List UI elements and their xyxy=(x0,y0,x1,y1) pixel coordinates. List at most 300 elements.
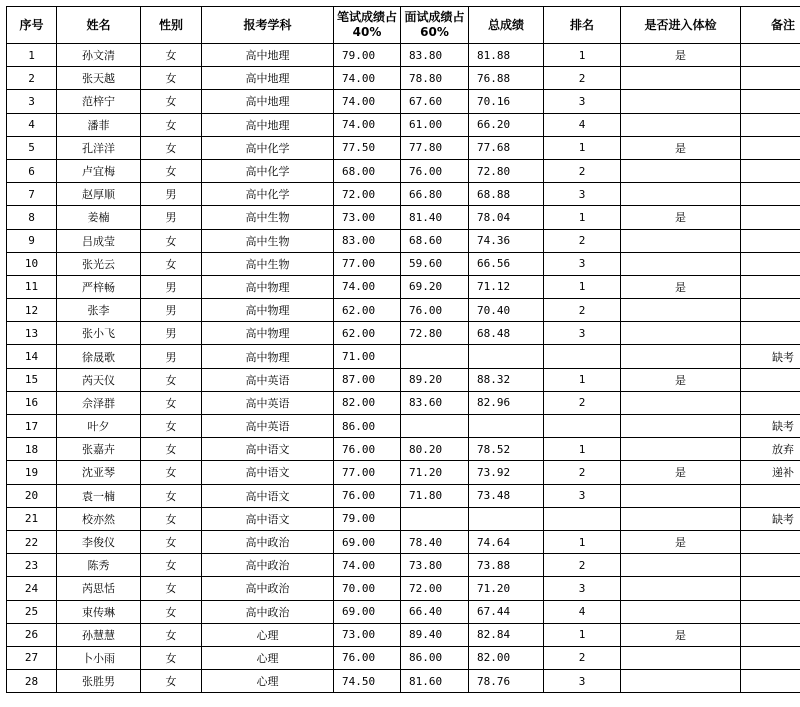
cell-physical-exam xyxy=(621,299,741,322)
cell-interview-score: 66.80 xyxy=(401,183,469,206)
cell-seq: 6 xyxy=(7,159,57,182)
cell-rank: 2 xyxy=(544,159,621,182)
header-row xyxy=(7,7,800,44)
cell-total-score: 82.96 xyxy=(469,391,544,414)
cell-subject: 心理 xyxy=(202,670,334,693)
cell-physical-exam xyxy=(621,345,741,368)
cell-total-score: 70.40 xyxy=(469,299,544,322)
cell-written-score: 74.00 xyxy=(334,554,401,577)
cell-seq: 12 xyxy=(7,299,57,322)
cell-interview-score: 78.40 xyxy=(401,530,469,553)
cell-gender: 男 xyxy=(141,299,202,322)
cell-physical-exam: 是 xyxy=(621,530,741,553)
table-body xyxy=(7,44,800,693)
cell-physical-exam: 是 xyxy=(621,44,741,67)
cell-subject: 高中英语 xyxy=(202,391,334,414)
table-row xyxy=(7,415,800,438)
cell-gender: 女 xyxy=(141,600,202,623)
cell-physical-exam xyxy=(621,484,741,507)
cell-remark xyxy=(741,229,800,252)
cell-subject: 高中政治 xyxy=(202,530,334,553)
cell-physical-exam: 是 xyxy=(621,275,741,298)
cell-total-score xyxy=(469,507,544,530)
header-name: 姓名 xyxy=(57,7,141,44)
cell-name: 张光云 xyxy=(57,252,141,275)
cell-remark xyxy=(741,90,800,113)
cell-physical-exam xyxy=(621,229,741,252)
cell-remark: 递补 xyxy=(741,461,800,484)
table-row xyxy=(7,623,800,646)
cell-remark xyxy=(741,322,800,345)
cell-name: 沈亚琴 xyxy=(57,461,141,484)
cell-written-score: 62.00 xyxy=(334,322,401,345)
cell-rank: 2 xyxy=(544,299,621,322)
cell-seq: 5 xyxy=(7,136,57,159)
cell-interview-score: 83.80 xyxy=(401,44,469,67)
cell-written-score: 69.00 xyxy=(334,530,401,553)
cell-written-score: 74.00 xyxy=(334,113,401,136)
table-row xyxy=(7,67,800,90)
cell-total-score: 68.88 xyxy=(469,183,544,206)
cell-total-score: 67.44 xyxy=(469,600,544,623)
cell-rank xyxy=(544,507,621,530)
cell-gender: 女 xyxy=(141,438,202,461)
cell-physical-exam xyxy=(621,646,741,669)
cell-name: 孙文清 xyxy=(57,44,141,67)
cell-subject: 高中地理 xyxy=(202,44,334,67)
cell-rank xyxy=(544,345,621,368)
header-gender: 性别 xyxy=(141,7,202,44)
cell-name: 校亦然 xyxy=(57,507,141,530)
cell-interview-score: 81.40 xyxy=(401,206,469,229)
cell-written-score: 69.00 xyxy=(334,600,401,623)
cell-seq: 2 xyxy=(7,67,57,90)
cell-seq: 27 xyxy=(7,646,57,669)
cell-gender: 女 xyxy=(141,229,202,252)
cell-seq: 25 xyxy=(7,600,57,623)
cell-gender: 女 xyxy=(141,577,202,600)
cell-physical-exam: 是 xyxy=(621,368,741,391)
cell-interview-score: 67.60 xyxy=(401,90,469,113)
cell-seq: 16 xyxy=(7,391,57,414)
cell-subject: 心理 xyxy=(202,623,334,646)
cell-gender: 女 xyxy=(141,623,202,646)
cell-interview-score xyxy=(401,507,469,530)
cell-remark: 缺考 xyxy=(741,415,800,438)
cell-rank: 2 xyxy=(544,646,621,669)
cell-written-score: 70.00 xyxy=(334,577,401,600)
cell-remark xyxy=(741,670,800,693)
cell-subject: 高中语文 xyxy=(202,484,334,507)
table-row xyxy=(7,136,800,159)
table-row xyxy=(7,322,800,345)
cell-subject: 高中物理 xyxy=(202,299,334,322)
cell-physical-exam xyxy=(621,554,741,577)
table-row xyxy=(7,507,800,530)
cell-rank: 1 xyxy=(544,623,621,646)
cell-subject: 高中语文 xyxy=(202,438,334,461)
cell-written-score: 76.00 xyxy=(334,646,401,669)
cell-written-score: 83.00 xyxy=(334,229,401,252)
cell-name: 张胜男 xyxy=(57,670,141,693)
table-row xyxy=(7,252,800,275)
cell-interview-score: 73.80 xyxy=(401,554,469,577)
cell-remark xyxy=(741,275,800,298)
cell-remark xyxy=(741,554,800,577)
cell-remark xyxy=(741,67,800,90)
cell-name: 张嘉卉 xyxy=(57,438,141,461)
cell-gender: 女 xyxy=(141,646,202,669)
table-row xyxy=(7,299,800,322)
cell-subject: 高中英语 xyxy=(202,415,334,438)
cell-gender: 女 xyxy=(141,136,202,159)
cell-rank: 2 xyxy=(544,229,621,252)
table-row xyxy=(7,670,800,693)
cell-name: 姜楠 xyxy=(57,206,141,229)
cell-seq: 22 xyxy=(7,530,57,553)
cell-interview-score xyxy=(401,345,469,368)
table-row xyxy=(7,183,800,206)
cell-name: 张李 xyxy=(57,299,141,322)
cell-seq: 4 xyxy=(7,113,57,136)
cell-remark xyxy=(741,391,800,414)
cell-rank: 1 xyxy=(544,438,621,461)
cell-written-score: 73.00 xyxy=(334,623,401,646)
cell-rank: 3 xyxy=(544,322,621,345)
cell-remark xyxy=(741,484,800,507)
cell-remark xyxy=(741,136,800,159)
cell-physical-exam: 是 xyxy=(621,206,741,229)
cell-remark xyxy=(741,368,800,391)
cell-remark xyxy=(741,206,800,229)
cell-gender: 女 xyxy=(141,67,202,90)
cell-gender: 女 xyxy=(141,391,202,414)
cell-written-score: 74.00 xyxy=(334,275,401,298)
cell-physical-exam xyxy=(621,322,741,345)
cell-seq: 10 xyxy=(7,252,57,275)
cell-gender: 女 xyxy=(141,252,202,275)
cell-subject: 高中物理 xyxy=(202,275,334,298)
cell-subject: 高中政治 xyxy=(202,600,334,623)
cell-rank: 4 xyxy=(544,113,621,136)
cell-gender: 男 xyxy=(141,345,202,368)
cell-gender: 男 xyxy=(141,206,202,229)
cell-written-score: 74.00 xyxy=(334,90,401,113)
cell-remark xyxy=(741,183,800,206)
cell-seq: 13 xyxy=(7,322,57,345)
cell-rank: 3 xyxy=(544,670,621,693)
cell-physical-exam xyxy=(621,577,741,600)
cell-physical-exam xyxy=(621,183,741,206)
cell-written-score: 76.00 xyxy=(334,484,401,507)
cell-total-score: 81.88 xyxy=(469,44,544,67)
cell-seq: 21 xyxy=(7,507,57,530)
table-row xyxy=(7,345,800,368)
cell-seq: 15 xyxy=(7,368,57,391)
cell-total-score: 71.12 xyxy=(469,275,544,298)
cell-total-score: 78.76 xyxy=(469,670,544,693)
cell-written-score: 73.00 xyxy=(334,206,401,229)
cell-gender: 女 xyxy=(141,415,202,438)
cell-written-score: 68.00 xyxy=(334,159,401,182)
cell-seq: 26 xyxy=(7,623,57,646)
cell-rank: 1 xyxy=(544,275,621,298)
cell-name: 李俊仪 xyxy=(57,530,141,553)
table-row xyxy=(7,438,800,461)
cell-rank: 2 xyxy=(544,554,621,577)
cell-name: 芮思恬 xyxy=(57,577,141,600)
cell-interview-score: 72.80 xyxy=(401,322,469,345)
cell-physical-exam xyxy=(621,438,741,461)
cell-rank: 1 xyxy=(544,206,621,229)
cell-written-score: 71.00 xyxy=(334,345,401,368)
results-table xyxy=(6,6,800,693)
cell-name: 赵厚顺 xyxy=(57,183,141,206)
cell-written-score: 77.50 xyxy=(334,136,401,159)
cell-name: 张天越 xyxy=(57,67,141,90)
cell-gender: 女 xyxy=(141,44,202,67)
cell-written-score: 74.50 xyxy=(334,670,401,693)
cell-seq: 19 xyxy=(7,461,57,484)
table-row xyxy=(7,90,800,113)
cell-subject: 高中语文 xyxy=(202,507,334,530)
cell-rank: 1 xyxy=(544,530,621,553)
cell-seq: 17 xyxy=(7,415,57,438)
cell-rank: 3 xyxy=(544,90,621,113)
cell-rank: 4 xyxy=(544,600,621,623)
cell-gender: 男 xyxy=(141,322,202,345)
cell-name: 潘菲 xyxy=(57,113,141,136)
cell-total-score: 73.48 xyxy=(469,484,544,507)
cell-physical-exam xyxy=(621,90,741,113)
results-document xyxy=(6,6,800,693)
cell-physical-exam: 是 xyxy=(621,136,741,159)
cell-interview-score: 83.60 xyxy=(401,391,469,414)
cell-name: 卜小雨 xyxy=(57,646,141,669)
cell-subject: 高中政治 xyxy=(202,554,334,577)
cell-seq: 8 xyxy=(7,206,57,229)
cell-total-score: 74.64 xyxy=(469,530,544,553)
cell-rank: 3 xyxy=(544,183,621,206)
cell-remark xyxy=(741,299,800,322)
header-seq: 序号 xyxy=(7,7,57,44)
cell-physical-exam: 是 xyxy=(621,623,741,646)
cell-gender: 女 xyxy=(141,670,202,693)
cell-interview-score: 68.60 xyxy=(401,229,469,252)
cell-subject: 高中语文 xyxy=(202,461,334,484)
cell-remark: 放弃 xyxy=(741,438,800,461)
cell-interview-score: 61.00 xyxy=(401,113,469,136)
cell-subject: 高中生物 xyxy=(202,252,334,275)
cell-name: 叶夕 xyxy=(57,415,141,438)
cell-physical-exam xyxy=(621,159,741,182)
cell-subject: 高中化学 xyxy=(202,183,334,206)
table-row xyxy=(7,577,800,600)
cell-rank: 2 xyxy=(544,67,621,90)
cell-total-score: 82.84 xyxy=(469,623,544,646)
cell-total-score: 70.16 xyxy=(469,90,544,113)
table-row xyxy=(7,461,800,484)
cell-rank xyxy=(544,415,621,438)
cell-rank: 3 xyxy=(544,252,621,275)
cell-seq: 9 xyxy=(7,229,57,252)
cell-gender: 女 xyxy=(141,159,202,182)
cell-interview-score: 81.60 xyxy=(401,670,469,693)
cell-interview-score: 66.40 xyxy=(401,600,469,623)
cell-written-score: 86.00 xyxy=(334,415,401,438)
cell-subject: 心理 xyxy=(202,646,334,669)
cell-remark: 缺考 xyxy=(741,345,800,368)
header-subject: 报考学科 xyxy=(202,7,334,44)
cell-written-score: 79.00 xyxy=(334,44,401,67)
cell-seq: 7 xyxy=(7,183,57,206)
cell-total-score: 88.32 xyxy=(469,368,544,391)
cell-seq: 18 xyxy=(7,438,57,461)
cell-interview-score: 76.00 xyxy=(401,299,469,322)
cell-total-score: 68.48 xyxy=(469,322,544,345)
cell-seq: 23 xyxy=(7,554,57,577)
cell-rank: 1 xyxy=(544,368,621,391)
cell-seq: 1 xyxy=(7,44,57,67)
cell-seq: 11 xyxy=(7,275,57,298)
cell-interview-score: 71.80 xyxy=(401,484,469,507)
cell-total-score: 73.88 xyxy=(469,554,544,577)
cell-gender: 女 xyxy=(141,507,202,530)
cell-interview-score: 86.00 xyxy=(401,646,469,669)
cell-name: 范梓宁 xyxy=(57,90,141,113)
table-row xyxy=(7,368,800,391)
cell-name: 严梓畅 xyxy=(57,275,141,298)
cell-subject: 高中地理 xyxy=(202,67,334,90)
cell-seq: 20 xyxy=(7,484,57,507)
cell-remark xyxy=(741,577,800,600)
cell-name: 孔洋洋 xyxy=(57,136,141,159)
cell-physical-exam xyxy=(621,391,741,414)
header-total-score: 总成绩 xyxy=(469,7,544,44)
cell-remark xyxy=(741,600,800,623)
cell-physical-exam xyxy=(621,67,741,90)
cell-written-score: 72.00 xyxy=(334,183,401,206)
cell-physical-exam xyxy=(621,600,741,623)
cell-gender: 男 xyxy=(141,183,202,206)
cell-rank: 3 xyxy=(544,484,621,507)
table-row xyxy=(7,113,800,136)
table-row xyxy=(7,44,800,67)
cell-physical-exam xyxy=(621,415,741,438)
cell-subject: 高中化学 xyxy=(202,136,334,159)
cell-gender: 女 xyxy=(141,113,202,136)
cell-physical-exam xyxy=(621,670,741,693)
table-row xyxy=(7,275,800,298)
table-row xyxy=(7,554,800,577)
cell-total-score: 76.88 xyxy=(469,67,544,90)
cell-remark xyxy=(741,530,800,553)
cell-subject: 高中化学 xyxy=(202,159,334,182)
cell-written-score: 79.00 xyxy=(334,507,401,530)
cell-total-score xyxy=(469,345,544,368)
table-row xyxy=(7,530,800,553)
cell-seq: 24 xyxy=(7,577,57,600)
cell-subject: 高中英语 xyxy=(202,368,334,391)
cell-written-score: 77.00 xyxy=(334,252,401,275)
cell-name: 袁一楠 xyxy=(57,484,141,507)
cell-rank: 2 xyxy=(544,391,621,414)
cell-interview-score: 89.40 xyxy=(401,623,469,646)
cell-remark: 缺考 xyxy=(741,507,800,530)
cell-name: 孙慧慧 xyxy=(57,623,141,646)
cell-name: 徐晟歌 xyxy=(57,345,141,368)
cell-written-score: 62.00 xyxy=(334,299,401,322)
cell-total-score: 66.20 xyxy=(469,113,544,136)
cell-interview-score: 77.80 xyxy=(401,136,469,159)
cell-written-score: 74.00 xyxy=(334,67,401,90)
cell-rank: 1 xyxy=(544,44,621,67)
cell-seq: 28 xyxy=(7,670,57,693)
cell-subject: 高中物理 xyxy=(202,345,334,368)
cell-total-score xyxy=(469,415,544,438)
cell-interview-score: 89.20 xyxy=(401,368,469,391)
cell-name: 吕成莹 xyxy=(57,229,141,252)
cell-total-score: 74.36 xyxy=(469,229,544,252)
cell-remark xyxy=(741,646,800,669)
cell-rank: 1 xyxy=(544,136,621,159)
header-physical-exam: 是否进入体检 xyxy=(621,7,741,44)
cell-subject: 高中地理 xyxy=(202,90,334,113)
cell-remark xyxy=(741,44,800,67)
cell-written-score: 82.00 xyxy=(334,391,401,414)
table-row xyxy=(7,159,800,182)
table-row xyxy=(7,484,800,507)
cell-total-score: 78.04 xyxy=(469,206,544,229)
header-remark: 备注 xyxy=(741,7,800,44)
cell-remark xyxy=(741,159,800,182)
cell-seq: 3 xyxy=(7,90,57,113)
cell-interview-score: 59.60 xyxy=(401,252,469,275)
cell-name: 陈秀 xyxy=(57,554,141,577)
cell-subject: 高中政治 xyxy=(202,577,334,600)
cell-gender: 女 xyxy=(141,90,202,113)
cell-name: 卢宜梅 xyxy=(57,159,141,182)
cell-rank: 2 xyxy=(544,461,621,484)
cell-subject: 高中物理 xyxy=(202,322,334,345)
cell-interview-score: 80.20 xyxy=(401,438,469,461)
table-row xyxy=(7,229,800,252)
cell-interview-score: 76.00 xyxy=(401,159,469,182)
table-row xyxy=(7,391,800,414)
cell-written-score: 87.00 xyxy=(334,368,401,391)
cell-total-score: 71.20 xyxy=(469,577,544,600)
cell-interview-score: 71.20 xyxy=(401,461,469,484)
cell-physical-exam xyxy=(621,113,741,136)
cell-total-score: 78.52 xyxy=(469,438,544,461)
cell-remark xyxy=(741,113,800,136)
table-row xyxy=(7,646,800,669)
cell-gender: 男 xyxy=(141,275,202,298)
cell-gender: 女 xyxy=(141,554,202,577)
header-rank: 排名 xyxy=(544,7,621,44)
table-row xyxy=(7,206,800,229)
cell-gender: 女 xyxy=(141,484,202,507)
cell-gender: 女 xyxy=(141,530,202,553)
cell-interview-score: 78.80 xyxy=(401,67,469,90)
cell-interview-score xyxy=(401,415,469,438)
cell-rank: 3 xyxy=(544,577,621,600)
cell-written-score: 77.00 xyxy=(334,461,401,484)
cell-physical-exam xyxy=(621,507,741,530)
cell-remark xyxy=(741,623,800,646)
cell-subject: 高中生物 xyxy=(202,206,334,229)
cell-total-score: 82.00 xyxy=(469,646,544,669)
